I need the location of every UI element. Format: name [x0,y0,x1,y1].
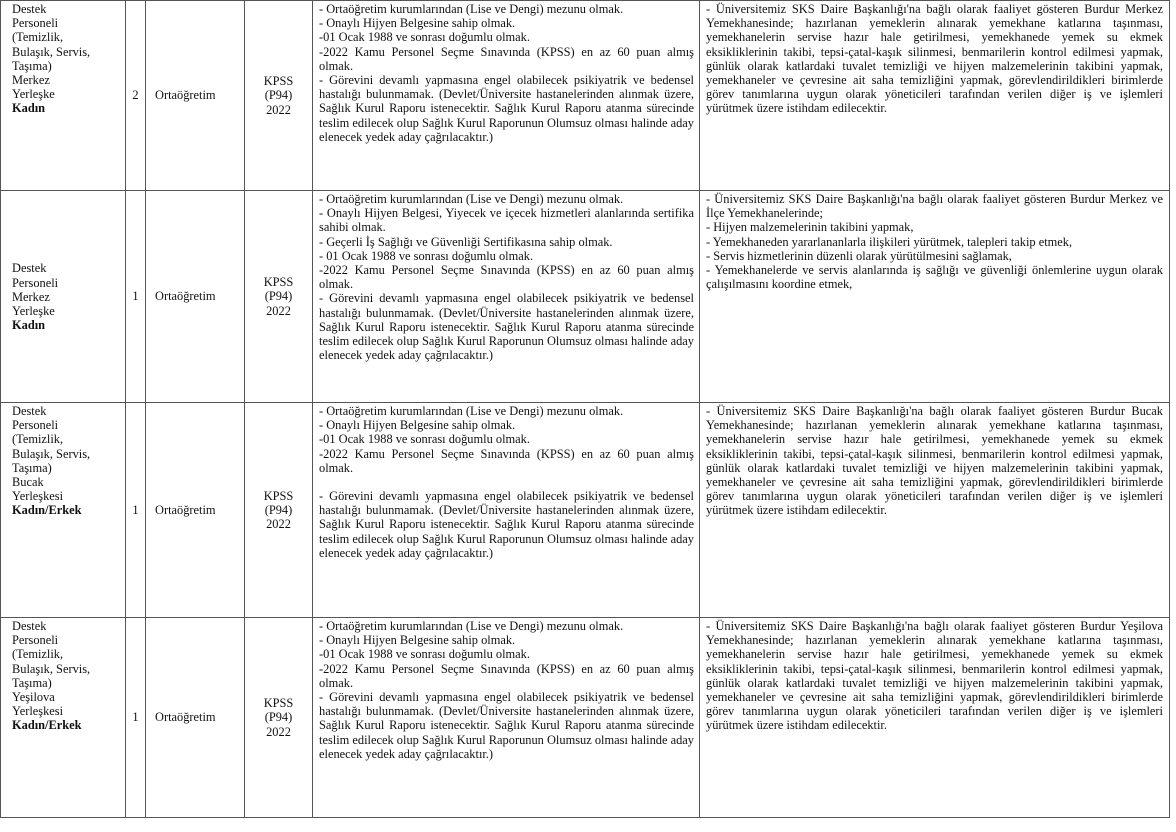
duties-cell [700,618,1170,818]
position-line: Bulaşık, Servis, [12,446,91,461]
table-row [1,618,1170,818]
table-row [1,1,1170,191]
table-row [1,191,1170,403]
requirement-item: - Ortaöğretim kurumlarından (Lise ve Dengi) mezunu olmak. [319,192,624,206]
duty-item: - Hijyen malzemelerinin takibini yapmak, [706,220,914,235]
position-line: (Temizlik, [12,647,64,662]
kpss-cell [245,1,313,191]
education-cell: Ortaöğretim [146,618,245,818]
position-line: Taşıma) [12,675,52,690]
education-cell: Ortaöğretim [146,191,245,403]
position-line: Destek [12,2,47,16]
requirement-item: - Onaylı Hijyen Belgesine sahip olmak. [319,633,516,648]
requirements-cell [313,191,700,403]
position-cell [1,1,126,191]
requirement-item: -01 Ocak 1988 ve sonrası doğumlu olmak. [319,647,530,662]
duty-item: - Yemekhaneden yararlananlarla ilişkileri yürütmek, talepleri takip etmek, [706,234,1073,249]
kpss-line: 2022 [266,517,291,532]
education-cell: Ortaöğretim [146,1,245,191]
kpss-line: 2022 [266,102,291,117]
kpss-line: KPSS [263,275,294,290]
requirement-item: -2022 Kamu Personel Seçme Sınavında (KPSS) en az 60 puan almış olmak. [319,661,694,690]
position-line: Destek [12,261,47,276]
count-cell: 2 [126,1,146,191]
requirement-item: -01 Ocak 1988 ve sonrası doğumlu olmak. [319,432,530,447]
position-line: Destek [12,619,47,633]
gender-label: Kadın/Erkek [12,718,82,733]
count-cell: 1 [126,403,146,618]
gender-label: Kadın [12,318,46,333]
kpss-cell [245,403,313,618]
position-line: Merkez [12,289,50,304]
requirement-item: - Görevini devamlı yapmasına engel olabilecek psikiyatrik ve bedensel hastalığı bulunmamak. (Devlet/Üniversite hastanelerinden alınmak üzere, Sağlık Kurul Raporu istenecektir. Sağlık Kurul Raporu atanma sürecinde teslim edilecek olup Sağlık Kurul Raporunun Olumsuz olması halinde aday elenecek yedek aday çağrılacaktır.) [319,489,694,560]
kpss-line: KPSS [263,74,294,89]
duty-item: - Servis hizmetlerinin düzenli olarak yürütülmesini sağlamak, [706,248,1012,263]
position-cell [1,191,126,403]
position-line: Destek [12,404,47,418]
kpss-line: KPSS [263,488,294,503]
requirement-item: - Ortaöğretim kurumlarından (Lise ve Dengi) mezunu olmak. [319,619,624,633]
position-line: Yerleşke [12,304,55,319]
duty-item: - Üniversitemiz SKS Daire Başkanlığı'na bağlı olarak faaliyet gösteren Burdur Yeşilova Yemekhanesinde; hazırlanan yemeklerin alınarak yemekhane katlarına taşınması, yemekhanelerin servise hazır hale getirilmesi, yemekhanede yemek su ekmek eksikliklerinin takibi, tepsi-çatal-kaşık silinmesi, benmarilerin kontrol edilmesi yapmak, günlük olarak katlardaki tuvalet temizliği ve hijyen malzemelerinin takibini yapmak, yemekhaneler ve çevresine ait saha temizliğini yapmak, görevlendirildikleri birimlerde görev tanımlarına uygun olarak yöneticileri tarafından verilen diğer iş ve işlemleri yürütmek üzere istihdam edilecektir. [706,619,1163,733]
position-cell [1,403,126,618]
kpss-cell [245,618,313,818]
requirement-item: - Onaylı Hijyen Belgesi, Yiyecek ve içecek hizmetleri alanlarında sertifika sahibi olmak. [319,206,694,235]
position-line: Bucak [12,475,44,490]
position-line: Yerleşkesi [12,704,64,719]
duty-item: - Üniversitemiz SKS Daire Başkanlığı'na bağlı olarak faaliyet gösteren Burdur Bucak Yemekhanesinde; hazırlanan yemeklerin alınarak yemekhane katlarına taşınması, yemekhanelerin servise hazır hale getirilmesi, yemekhanede yemek su ekmek eksikliklerinin takibi, tepsi-çatal-kaşık silinmesi, benmarilerin kontrol edilmesi yapmak, günlük olarak katlardaki tuvalet temizliği ve hijyen malzemelerinin takibini yapmak, yemekhaneler ve çevresine ait saha temizliğini yapmak, görevlendirildikleri birimlerde görev tanımlarına uygun olarak yöneticileri tarafından verilen diğer iş ve işlemleri yürütmek üzere istihdam edilecektir. [706,404,1163,518]
duty-item: - Üniversitemiz SKS Daire Başkanlığı'na bağlı olarak faaliyet gösteren Burdur Merkez Yemekhanesinde; hazırlanan yemeklerin alınarak yemekhane katlarına taşınması, yemekhanelerin servise hazır hale getirilmesi, yemekhanede yemek su ekmek eksikliklerinin takibi, tepsi-çatal-kaşık silinmesi, benmarilerin kontrol edilmesi yapmak, günlük olarak katlardaki tuvalet temizliği ve hijyen malzemelerinin takibini yapmak, yemekhaneler ve çevresine ait saha temizliğini yapmak, görevlendirildikleri birimlerde görev tanımlarına uygun olarak yöneticileri tarafından verilen diğer iş ve işlemleri yürütmek üzere istihdam edilecektir. [706,2,1163,116]
kpss-line: (P94) [264,502,293,517]
position-line: (Temizlik, [12,30,64,45]
table-row [1,403,1170,618]
position-line: Yeşilova [12,690,55,705]
position-line: Personeli [12,633,59,648]
duty-item: - Yemekhanelerde ve servis alanlarında iş sağlığı ve güvenliği önlemlerine uygun olarak çalışılmasını koordine etmek, [706,263,1163,292]
spacer [319,475,694,489]
position-cell [1,618,126,818]
requirements-cell [313,618,700,818]
kpss-line: 2022 [266,724,291,739]
kpss-line: KPSS [263,696,294,711]
position-line: Bulaşık, Servis, [12,661,91,676]
requirement-item: -01 Ocak 1988 ve sonrası doğumlu olmak. [319,30,530,45]
position-line: Taşıma) [12,460,52,475]
requirement-item: - Geçerli İş Sağlığı ve Güvenliği Sertifikasına sahip olmak. [319,234,613,249]
duty-item: - Üniversitemiz SKS Daire Başkanlığı'na bağlı olarak faaliyet gösteren Burdur Merkez ve İlçe Yemekhanelerinde; [706,192,1163,221]
requirement-item: - Görevini devamlı yapmasına engel olabilecek psikiyatrik ve bedensel hastalığı bulunmamak. (Devlet/Üniversite hastanelerinden alınmak üzere, Sağlık Kurul Raporu istenecektir. Sağlık Kurul Raporu atanma sürecinde teslim edilecek olup Sağlık Kurul Raporunun Olumsuz olması halinde aday elenecek yedek aday çağrılacaktır.) [319,690,694,761]
requirement-item: - 01 Ocak 1988 ve sonrası doğumlu olmak. [319,248,534,263]
position-line: Personeli [12,418,59,433]
requirement-item: -2022 Kamu Personel Seçme Sınavında (KPSS) en az 60 puan almış olmak. [319,44,694,73]
gender-label: Kadın [12,101,46,116]
requirement-item: - Görevini devamlı yapmasına engel olabilecek psikiyatrik ve bedensel hastalığı bulunmamak. (Devlet/Üniversite hastanelerinden alınmak üzere, Sağlık Kurul Raporu istenecektir. Sağlık Kurul Raporu atanma sürecinde teslim edilecek olup Sağlık Kurul Raporunun Olumsuz olması halinde aday elenecek yedek aday çağrılacaktır.) [319,291,694,363]
kpss-line: 2022 [266,303,291,318]
gender-label: Kadın/Erkek [12,503,82,518]
kpss-line: (P94) [264,710,293,725]
requirement-item: - Onaylı Hijyen Belgesine sahip olmak. [319,16,516,31]
requirements-cell [313,1,700,191]
education-cell: Ortaöğretim [146,403,245,618]
requirement-item: - Onaylı Hijyen Belgesine sahip olmak. [319,418,516,433]
requirement-item: -2022 Kamu Personel Seçme Sınavında (KPSS) en az 60 puan almış olmak. [319,446,694,475]
kpss-cell [245,191,313,403]
duties-cell [700,1,1170,191]
duties-cell [700,403,1170,618]
position-line: Yerleşke [12,87,55,102]
count-cell: 1 [126,618,146,818]
position-line: Bulaşık, Servis, [12,44,91,59]
position-line: Personeli [12,16,59,31]
requirement-item: - Ortaöğretim kurumlarından (Lise ve Dengi) mezunu olmak. [319,2,624,16]
requirement-item: - Görevini devamlı yapmasına engel olabilecek psikiyatrik ve bedensel hastalığı bulunmamak. (Devlet/Üniversite hastanelerinden alınmak üzere, Sağlık Kurul Raporu istenecektir. Sağlık Kurul Raporu atanma sürecinde teslim edilecek olup Sağlık Kurul Raporunun Olumsuz olması halinde aday elenecek yedek aday çağrılacaktır.) [319,73,694,144]
position-line: (Temizlik, [12,432,64,447]
duties-cell [700,191,1170,403]
count-cell: 1 [126,191,146,403]
position-line: Personeli [12,275,59,290]
position-line: Taşıma) [12,58,52,73]
kpss-line: (P94) [264,88,293,103]
requirement-item: - Ortaöğretim kurumlarından (Lise ve Dengi) mezunu olmak. [319,404,624,418]
requirement-item: -2022 Kamu Personel Seçme Sınavında (KPSS) en az 60 puan almış olmak. [319,263,694,292]
kpss-line: (P94) [264,289,293,304]
position-line: Yerleşkesi [12,489,64,504]
position-line: Merkez [12,73,50,88]
requirements-cell [313,403,700,618]
